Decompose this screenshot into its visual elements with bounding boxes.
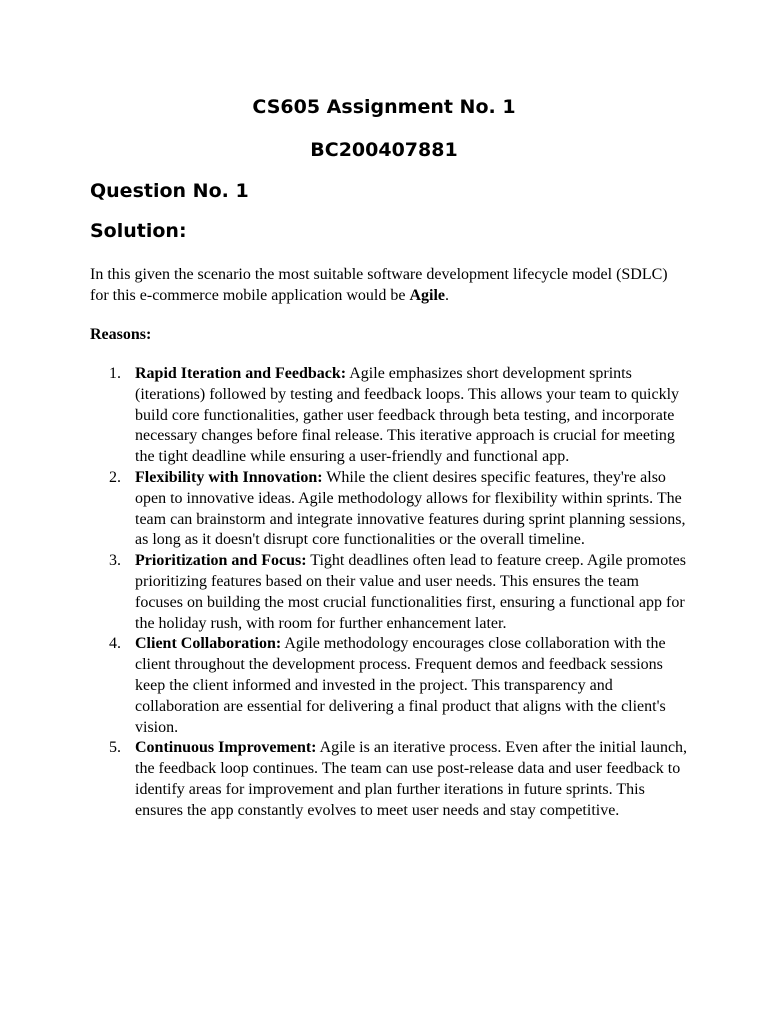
reason-term: Prioritization and Focus: — [135, 552, 307, 570]
reasons-list — [90, 364, 690, 822]
reason-item — [90, 634, 690, 738]
reason-item — [90, 364, 690, 468]
reasons-heading: Reasons: — [90, 326, 152, 343]
intro-end: . — [445, 286, 449, 304]
reason-term: Rapid Iteration and Feedback: — [135, 365, 347, 382]
question-heading: Question No. 1 — [90, 180, 249, 202]
reason-text: Agile emphasizes short development sprints (iterations) followed by testing and feedback loops. This allows your team to quickly build core functionalities, gather user feedback through beta testing, and incorporate necessary changes before final release. This iterative approach is crucial for meeting the tight deadline while ensuring a user-friendly and functional app. — [135, 365, 680, 466]
reason-number: 1. — [109, 365, 121, 382]
reason-number: 3. — [109, 552, 121, 570]
intro-paragraph — [90, 265, 690, 307]
reason-text: Agile methodology encourages close collaboration with the client throughout the development process. Frequent demos and feedback sessions keep the client informed and invested in the project. This transparency and collaboration are essential for delivering a final product that aligns with the client's vision. — [135, 635, 666, 736]
reason-number: 4. — [109, 635, 121, 653]
reason-number: 5. — [109, 739, 121, 757]
reason-item — [90, 468, 690, 551]
reason-number: 2. — [109, 468, 121, 486]
reason-text: While the client desires specific features, they're also open to innovative ideas. Agile methodology allows for flexibility within sprints. The team can brainstorm and integrate innovative features during sprint planning sessions, as long as it doesn't disrupt core functionalities or the overall timeline. — [135, 468, 686, 549]
student-id: BC200407881 — [310, 139, 458, 161]
reason-term: Client Collaboration: — [135, 635, 282, 653]
solution-heading: Solution: — [90, 220, 187, 242]
intro-text: In this given the scenario the most suitable software development lifecycle model (SDLC) for this e-commerce mobile application would be — [90, 266, 668, 304]
document-title: CS605 Assignment No. 1 — [252, 96, 516, 118]
reason-text: Tight deadlines often lead to feature creep. Agile promotes prioritizing features based on their value and user needs. This ensures the team focuses on building the most crucial functionalities first, ensuring a functional app for the holiday rush, with room for further enhancement later. — [135, 552, 686, 632]
reason-text: Agile is an iterative process. Even after the initial launch, the feedback loop continues. The team can use post-release data and user feedback to identify areas for improvement and plan further iterations in future sprints. This ensures the app constantly evolves to meet user needs and stay competitive. — [135, 739, 688, 819]
reason-item — [90, 738, 690, 821]
reason-term: Flexibility with Innovation: — [135, 468, 323, 486]
reason-term: Continuous Improvement: — [135, 739, 317, 757]
reason-item — [90, 551, 690, 634]
intro-model-name: Agile — [409, 286, 445, 304]
